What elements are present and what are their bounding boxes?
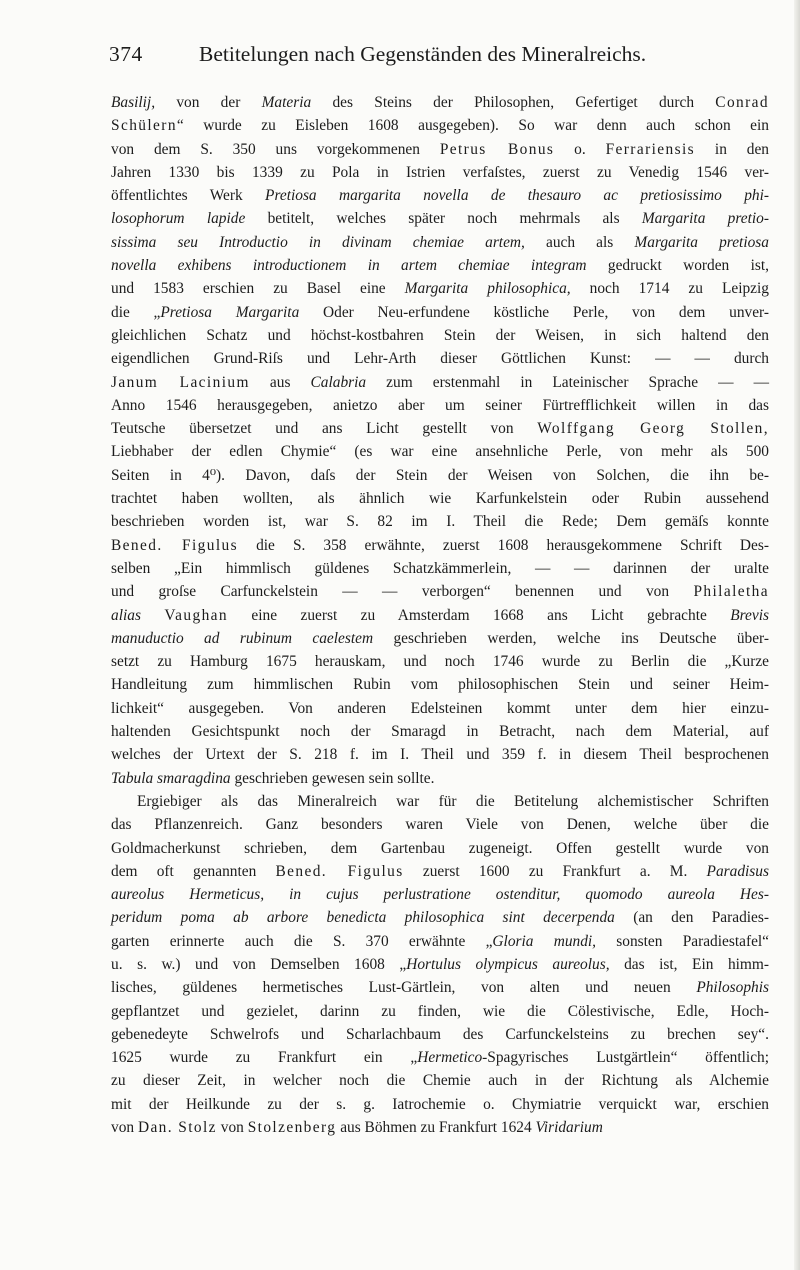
- text-run: trachtet haben wollten, als ähnlich wie Karfunkelstein oder Rubin aussehend: [111, 490, 769, 508]
- text-run: o.: [554, 140, 606, 158]
- text-line: [111, 813, 769, 836]
- text-line: [111, 1023, 769, 1046]
- spaced-name: Philaletha: [693, 583, 769, 601]
- text-line: [111, 417, 769, 440]
- text-line: [111, 604, 769, 627]
- italic-text: Margarita pretio-: [641, 210, 769, 228]
- italic-text: Gloria mundi,: [492, 932, 597, 950]
- text-run: -Spagyrisches Lustgärtlein“ öffentlich;: [482, 1049, 769, 1067]
- text-run: zu dieser Zeit, in welcher noch die Chemie auch in der Richtung als Alchemie: [111, 1072, 769, 1090]
- italic-text: novella exhibens introductionem in artem chemiae integram: [111, 257, 587, 275]
- page-edge: [794, 0, 800, 1270]
- text-line: [111, 906, 769, 929]
- text-run: dem oft genannten: [111, 862, 276, 880]
- italic-text: Paradisus: [706, 862, 769, 880]
- italic-text: aureolus Hermeticus, in cujus perlustratione ostenditur, quomodo aureola Hes-: [111, 886, 769, 904]
- text-run: welches der Urtext der S. 218 f. im I. Theil und 359 f. in diesem Theil besprochenen: [111, 746, 769, 764]
- text-run: gleichlichen Schatz und höchst-kostbahren Stein der Weisen, in sich haltend den: [111, 326, 769, 344]
- text-run: Teutsche übersetzet und ans Licht gestellt von: [111, 420, 538, 438]
- text-run: mit der Heilkunde zu der s. g. Iatrochemie o. Chymiatrie verquickt war, erschien: [111, 1095, 769, 1113]
- spaced-name: Schülern: [111, 117, 177, 135]
- italic-text: peridum poma ab arbore benedicta philosophica sint decerpenda: [111, 909, 615, 927]
- text-run: in den: [695, 140, 769, 158]
- text-line: [111, 231, 769, 254]
- italic-text: Viridarium: [535, 1119, 603, 1137]
- text-run: lisches, güldenes hermetisches Lust-Gärtlein, von alten und neuen: [111, 979, 697, 997]
- text-run: eigendlichen Grund-Riſs und Lehr-Arth dieser Göttlichen Kunst: — — durch: [111, 350, 769, 368]
- italic-text: Materia: [261, 94, 312, 111]
- text-run: zuerst 1600 zu Frankfurt a. M.: [403, 862, 707, 880]
- text-line: [111, 91, 769, 114]
- text-run: sonsten Paradiestafel“: [596, 932, 770, 950]
- text-run: betitelt, welches später noch mehrmals als: [245, 210, 642, 228]
- text-run: [141, 607, 164, 624]
- running-title: Betitelungen nach Gegenständen des Mineralreichs.: [199, 42, 647, 66]
- text-run: Goldmacherkunst schrieben, dem Gartenbau zugeneigt. Offen gestellt wurde von: [111, 839, 769, 857]
- text-line: [111, 324, 769, 347]
- text-run: eine zuerst zu Amsterdam 1668 ans Licht gebrachte: [228, 606, 731, 624]
- text-run: auch als: [524, 233, 635, 251]
- italic-text: alias: [111, 606, 141, 624]
- text-line: [111, 161, 769, 184]
- text-line: [111, 114, 769, 137]
- spaced-name: Bened. Figulus: [111, 536, 239, 554]
- text-line: [111, 883, 769, 906]
- text-run: Ergiebiger als das Mineralreich war für die Betitelung alchemistischer Schriften: [137, 792, 769, 810]
- text-line: [111, 510, 769, 533]
- text-line: [111, 1069, 769, 1092]
- italic-text: Tabula smaragdina: [111, 769, 231, 787]
- text-line: [111, 1046, 769, 1069]
- text-run: setzt zu Hamburg 1675 herauskam, und noch 1746 wurde zu Berlin die „Kurze: [111, 653, 769, 671]
- text-run: Liebhaber der edlen Chymie“ (es war eine ansehnliche Perle, von mehr als 500: [111, 443, 769, 461]
- spaced-name: Ferrariensis: [605, 140, 696, 158]
- text-line: [111, 440, 769, 463]
- text-run: Seiten in 4⁰). Davon, daſs der Stein der Weisen von Solchen, die ihn be-: [111, 466, 769, 484]
- text-run: selben „Ein himmlisch güldenes Schatzkämmerlein, — — darinnen der uralte: [111, 559, 769, 577]
- text-run: u. s. w.) und von Demselben 1608 „: [111, 955, 407, 973]
- italic-text: Pretiosa Margarita: [160, 303, 300, 321]
- text-run: gedruckt worden ist,: [586, 257, 769, 275]
- italic-text: Brevis: [730, 606, 769, 624]
- text-line: [111, 487, 769, 510]
- spaced-name: Petrus Bonus: [439, 140, 555, 158]
- text-run: garten erinnerte auch die S. 370 erwähnte „: [111, 932, 493, 950]
- spaced-name: Stolzenberg: [247, 1119, 337, 1137]
- text-run: gebenedeyte Schwelrofs und Scharlachbaum des Carfunckelsteins zu brechen sey“.: [111, 1025, 769, 1043]
- italic-text: Basilij,: [111, 94, 156, 111]
- text-run: von: [111, 1119, 138, 1137]
- text-run: die S. 358 erwähnte, zuerst 1608 herausgekommene Schrift Des-: [238, 536, 769, 554]
- text-line: [111, 301, 769, 324]
- text-line: [111, 650, 769, 673]
- italic-text: sissima seu Introductio in divinam chemiae artem,: [111, 233, 525, 251]
- page-number: 374: [109, 42, 143, 66]
- page-header: [109, 42, 745, 72]
- text-line: [111, 1000, 769, 1023]
- text-run: geschrieben werden, welche ins Deutsche über-: [373, 629, 769, 647]
- body-text: [111, 91, 769, 1139]
- text-line: [111, 371, 769, 394]
- text-line: [111, 277, 769, 300]
- text-line: [111, 627, 769, 650]
- text-run: Oder Neu-erfundene köstliche Perle, von dem unver-: [299, 303, 769, 321]
- text-line: [111, 837, 769, 860]
- text-run: haltenden Gesichtspunkt noch der Smaragd in Betracht, nach dem Material, auf: [111, 723, 769, 741]
- text-run: aus Böhmen zu Frankfurt 1624: [336, 1119, 536, 1137]
- text-run: die „: [111, 303, 161, 321]
- text-line: [111, 743, 769, 766]
- text-run: Handleitung zum himmlischen Rubin vom philosophischen Stein und seiner Heim-: [111, 676, 769, 694]
- text-run: von dem S. 350 uns vorgekommenen: [111, 140, 440, 158]
- italic-text: Philosophis: [696, 979, 769, 997]
- text-line: [111, 930, 769, 953]
- text-line: [111, 184, 769, 207]
- text-line: [111, 557, 769, 580]
- text-line: [111, 464, 769, 487]
- text-line: [111, 138, 769, 161]
- text-run: noch 1714 zu Leipzig: [570, 280, 769, 298]
- spaced-name: Vaughan: [164, 606, 229, 624]
- italic-text: Calabria: [310, 373, 367, 391]
- text-line: [111, 860, 769, 883]
- italic-text: manuductio ad rubinum caelestem: [111, 629, 374, 647]
- text-line: [111, 580, 769, 603]
- text-run: gepflantzet und gezielet, darinn zu finden, wie die Cölestivische, Edle, Hoch-: [111, 1002, 769, 1020]
- italic-text: Margarita pretiosa: [634, 233, 769, 251]
- text-line: [111, 394, 769, 417]
- text-run: und groſse Carfunckelstein — — verborgen“ benennen und von: [111, 583, 694, 601]
- text-line: [111, 254, 769, 277]
- text-line: [111, 697, 769, 720]
- italic-text: Hermetico: [417, 1049, 483, 1067]
- spaced-name: Bened. Figulus: [275, 862, 404, 880]
- text-run: das Pflanzenreich. Ganz besonders waren Viele von Denen, welche über die: [111, 816, 769, 834]
- spaced-name: Wolffgang Georg Stollen,: [537, 420, 769, 438]
- text-run: öffentlichtes Werk: [111, 187, 266, 205]
- text-line: [111, 1116, 769, 1139]
- italic-text: Margarita philosophica,: [404, 280, 571, 298]
- text-line: [111, 767, 769, 790]
- text-line: [111, 953, 769, 976]
- text-line: [111, 207, 769, 230]
- text-run: 1625 wurde zu Frankfurt ein „: [111, 1049, 418, 1067]
- italic-text: losophorum lapide: [111, 210, 246, 228]
- spaced-name: Dan. Stolz: [137, 1119, 217, 1137]
- text-run: aus: [249, 373, 311, 391]
- text-line: [111, 720, 769, 743]
- spaced-name: Janum Lacinium: [111, 373, 250, 391]
- text-line: [111, 976, 769, 999]
- italic-text: Hortulus olympicus aureolus,: [406, 955, 610, 973]
- text-run: von: [216, 1119, 248, 1137]
- text-run: lichkeit“ ausgegeben. Von anderen Edelsteinen kommt unter dem hier einzu-: [111, 699, 769, 717]
- spaced-name: Conrad: [715, 94, 770, 111]
- text-line: [111, 1093, 769, 1116]
- italic-text: Pretiosa margarita novella de thesauro ac pretiosissimo phi-: [265, 187, 769, 205]
- text-line: [111, 347, 769, 370]
- text-line: [111, 673, 769, 696]
- text-run: das ist, Ein himm-: [609, 955, 769, 973]
- text-run: zum erstenmahl in Lateinischer Sprache — —: [366, 373, 770, 391]
- text-run: (an den Paradies-: [614, 909, 769, 927]
- text-run: beschrieben worden ist, war S. 82 im I. Theil die Rede; Dem gemäſs konnte: [111, 513, 769, 531]
- text-run: “ wurde zu Eisleben 1608 ausgegeben). So war denn auch schon ein: [176, 117, 769, 135]
- text-run: geschrieben gewesen sein sollte.: [230, 769, 435, 787]
- text-run: von der: [155, 94, 262, 111]
- text-line: [111, 534, 769, 557]
- text-run: Jahren 1330 bis 1339 zu Pola in Istrien verfaſstes, zuerst zu Venedig 1546 ver-: [111, 163, 769, 181]
- text-run: des Steins der Philosophen, Gefertiget durch: [311, 94, 716, 111]
- text-run: und 1583 erschien zu Basel eine: [111, 280, 405, 298]
- text-line: [111, 790, 769, 813]
- text-run: Anno 1546 herausgegeben, anietzo aber um seiner Fürtrefflichkeit willen in das: [111, 396, 769, 414]
